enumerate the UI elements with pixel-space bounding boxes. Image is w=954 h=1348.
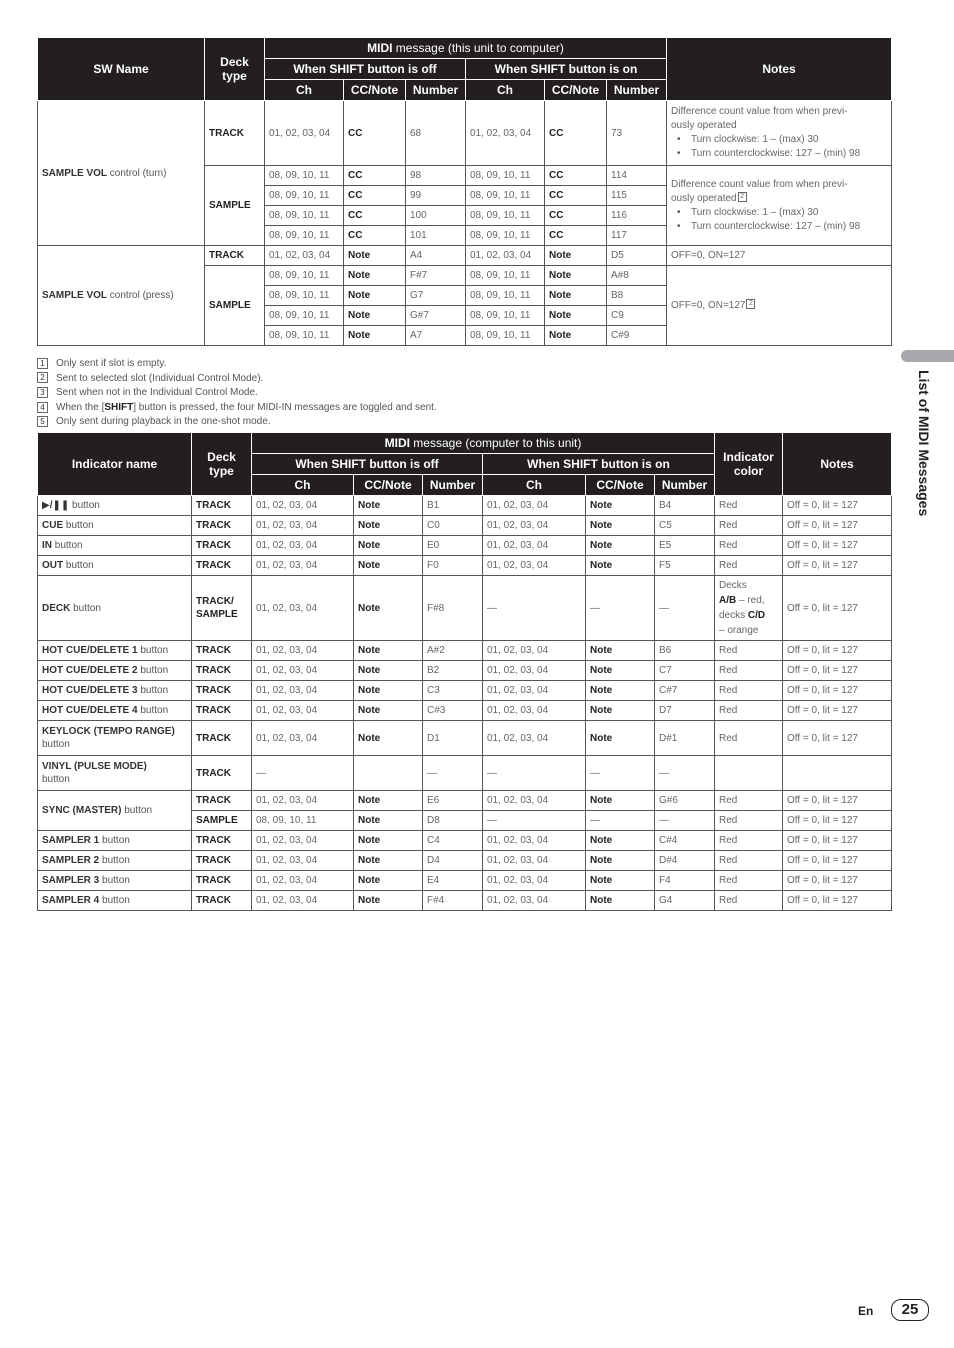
cc-note: Note (354, 851, 423, 871)
number: — (655, 756, 715, 791)
number: A4 (406, 246, 466, 266)
ch: 01, 02, 03, 04 (252, 536, 354, 556)
number: 100 (406, 206, 466, 226)
number: A#8 (607, 266, 667, 286)
ch: 01, 02, 03, 04 (483, 701, 586, 721)
cc-note: Note (586, 661, 655, 681)
sw-name: SAMPLE VOL control (press) (38, 246, 205, 346)
indicator-color: Red (715, 641, 783, 661)
number: A7 (406, 326, 466, 346)
cc-note: Note (586, 851, 655, 871)
notes: Off = 0, lit = 127 (783, 701, 892, 721)
number: F#8 (423, 576, 483, 641)
ch: 01, 02, 03, 04 (252, 721, 354, 756)
number: C9 (607, 306, 667, 326)
notes: Off = 0, lit = 127 (783, 641, 892, 661)
number: C#7 (655, 681, 715, 701)
ch: 01, 02, 03, 04 (483, 871, 586, 891)
ch: 08, 09, 10, 11 (265, 266, 344, 286)
deck-type: SAMPLE (192, 811, 252, 831)
ch: 01, 02, 03, 04 (252, 496, 354, 516)
ch: 01, 02, 03, 04 (483, 536, 586, 556)
number: E4 (423, 871, 483, 891)
cc-note: — (586, 576, 655, 641)
number: — (655, 811, 715, 831)
table-row (38, 871, 892, 891)
footnote: 2 Sent to selected slot (Individual Control Mode). (37, 372, 437, 387)
notes: Off = 0, lit = 127 (783, 721, 892, 756)
number: D8 (423, 811, 483, 831)
table-row (38, 721, 892, 756)
cc-note: Note (354, 701, 423, 721)
header-midi-message: MIDI message (computer to this unit) (252, 433, 715, 454)
table-row (38, 701, 892, 721)
ch: 01, 02, 03, 04 (252, 516, 354, 536)
ch: 08, 09, 10, 11 (265, 326, 344, 346)
indicator-name: IN button (38, 536, 192, 556)
ch: 08, 09, 10, 11 (265, 286, 344, 306)
deck-type: TRACK (192, 851, 252, 871)
table-row (38, 791, 892, 811)
deck-type: TRACK (192, 556, 252, 576)
ch: 01, 02, 03, 04 (265, 246, 344, 266)
cc-note: Note (354, 536, 423, 556)
table-row (38, 831, 892, 851)
number: D1 (423, 721, 483, 756)
indicator-color: Red (715, 791, 783, 811)
ch: 01, 02, 03, 04 (252, 891, 354, 911)
ch: 01, 02, 03, 04 (252, 851, 354, 871)
header-indicator-color: Indicator color (715, 433, 783, 496)
number: D#1 (655, 721, 715, 756)
ch: 01, 02, 03, 04 (483, 641, 586, 661)
cc-note: Note (545, 326, 607, 346)
footnote: 1 Only sent if slot is empty. (37, 357, 437, 372)
number: — (655, 576, 715, 641)
indicator-name: SAMPLER 4 button (38, 891, 192, 911)
table-row (38, 536, 892, 556)
deck-type: TRACK (192, 681, 252, 701)
footnote-ref: 2 (738, 192, 747, 202)
ch: 01, 02, 03, 04 (252, 641, 354, 661)
notes (783, 756, 892, 791)
footnote: 4 When the [SHIFT] button is pressed, the four MIDI-IN messages are toggled and sent. (37, 401, 437, 416)
number: 115 (607, 186, 667, 206)
number: 98 (406, 166, 466, 186)
deck-type: TRACK (192, 496, 252, 516)
deck-type: TRACK (192, 536, 252, 556)
ch: 08, 09, 10, 11 (466, 186, 545, 206)
indicator-name: SAMPLER 2 button (38, 851, 192, 871)
number: G#7 (406, 306, 466, 326)
number: 117 (607, 226, 667, 246)
indicator-color: Red (715, 681, 783, 701)
cc-note: Note (354, 891, 423, 911)
notes: Off = 0, lit = 127 (783, 536, 892, 556)
table-row (38, 661, 892, 681)
ch: 01, 02, 03, 04 (466, 246, 545, 266)
table-row (38, 576, 892, 641)
ch: — (483, 576, 586, 641)
deck-type: TRACK/ SAMPLE (192, 576, 252, 641)
section-tab (901, 350, 954, 362)
number: F5 (655, 556, 715, 576)
number: B4 (655, 496, 715, 516)
ch: 01, 02, 03, 04 (483, 556, 586, 576)
ch: 08, 09, 10, 11 (252, 811, 354, 831)
cc-note: CC (545, 186, 607, 206)
header-number: Number (423, 475, 483, 496)
ch: 01, 02, 03, 04 (483, 661, 586, 681)
ch: 01, 02, 03, 04 (252, 576, 354, 641)
table-row (38, 556, 892, 576)
header-ccnote: CC/Note (545, 80, 607, 101)
footnote: 5 Only sent during playback in the one-shot mode. (37, 415, 437, 430)
indicator-name: SAMPLER 3 button (38, 871, 192, 891)
ch: 08, 09, 10, 11 (466, 286, 545, 306)
number: 114 (607, 166, 667, 186)
cc-note: CC (344, 101, 406, 166)
notes: Off = 0, lit = 127 (783, 791, 892, 811)
ch: 01, 02, 03, 04 (252, 661, 354, 681)
number: B1 (423, 496, 483, 516)
deck-type: TRACK (192, 661, 252, 681)
number: 68 (406, 101, 466, 166)
indicator-color: Red (715, 516, 783, 536)
indicator-color: Red (715, 496, 783, 516)
indicator-name: HOT CUE/DELETE 4 button (38, 701, 192, 721)
number: C#9 (607, 326, 667, 346)
ch: 01, 02, 03, 04 (483, 516, 586, 536)
table-row (38, 246, 892, 266)
notes: Difference count value from when previ- ously operated • Turn clockwise: 1 – (max) 30 • Turn counterclockwise: 127 – (min) 98 (667, 101, 892, 166)
indicator-color: Red (715, 701, 783, 721)
number: C#3 (423, 701, 483, 721)
ch: 08, 09, 10, 11 (265, 206, 344, 226)
cc-note: Note (586, 641, 655, 661)
number: B6 (655, 641, 715, 661)
indicator-color: Red (715, 721, 783, 756)
indicator-color: Decks A/B – red, decks C/D – orange (715, 576, 783, 641)
number: G4 (655, 891, 715, 911)
number: G#6 (655, 791, 715, 811)
number: C0 (423, 516, 483, 536)
cc-note: Note (354, 661, 423, 681)
indicator-color: Red (715, 536, 783, 556)
ch: 08, 09, 10, 11 (466, 306, 545, 326)
cc-note: CC (344, 166, 406, 186)
indicator-name: VINYL (PULSE MODE) button (38, 756, 192, 791)
number: D5 (607, 246, 667, 266)
number: C5 (655, 516, 715, 536)
cc-note: Note (354, 811, 423, 831)
cc-note: CC (545, 101, 607, 166)
cc-note: CC (545, 206, 607, 226)
number: F#4 (423, 891, 483, 911)
cc-note: Note (354, 681, 423, 701)
indicator-name: HOT CUE/DELETE 2 button (38, 661, 192, 681)
indicator-name: ▶/❚❚ button (38, 496, 192, 516)
indicator-color: Red (715, 851, 783, 871)
notes: Off = 0, lit = 127 (783, 851, 892, 871)
notes: Off = 0, lit = 127 (783, 576, 892, 641)
header-number: Number (655, 475, 715, 496)
number: 116 (607, 206, 667, 226)
header-deck-type: Deck type (205, 38, 265, 101)
number: 73 (607, 101, 667, 166)
cc-note: Note (344, 306, 406, 326)
cc-note: Note (586, 891, 655, 911)
footnotes (37, 357, 437, 430)
cc-note: Note (545, 246, 607, 266)
deck-type: TRACK (192, 516, 252, 536)
indicator-name: SAMPLER 1 button (38, 831, 192, 851)
ch: 01, 02, 03, 04 (466, 101, 545, 166)
number: 101 (406, 226, 466, 246)
ch: — (483, 811, 586, 831)
indicator-name: SYNC (MASTER) button (38, 791, 192, 831)
ch: 01, 02, 03, 04 (483, 831, 586, 851)
ch: 01, 02, 03, 04 (252, 556, 354, 576)
cc-note: CC (545, 226, 607, 246)
sw-name: SAMPLE VOL control (turn) (38, 101, 205, 246)
header-number: Number (607, 80, 667, 101)
header-ch: Ch (252, 475, 354, 496)
ch: 08, 09, 10, 11 (466, 326, 545, 346)
number: E5 (655, 536, 715, 556)
deck-type: TRACK (192, 891, 252, 911)
number: B8 (607, 286, 667, 306)
cc-note: CC (344, 206, 406, 226)
header-number: Number (406, 80, 466, 101)
ch: 08, 09, 10, 11 (265, 226, 344, 246)
midi-out-table (37, 37, 892, 346)
notes: Off = 0, lit = 127 (783, 681, 892, 701)
cc-note: Note (354, 576, 423, 641)
indicator-color: Red (715, 556, 783, 576)
header-shift-off: When SHIFT button is off (252, 454, 483, 475)
section-title: List of MIDI Messages (916, 370, 932, 517)
footnote-ref: 2 (746, 299, 755, 309)
table-row (38, 851, 892, 871)
cc-note: Note (586, 536, 655, 556)
ch: 08, 09, 10, 11 (466, 226, 545, 246)
deck-type: TRACK (192, 756, 252, 791)
deck-type: TRACK (205, 101, 265, 166)
number: G7 (406, 286, 466, 306)
ch: 01, 02, 03, 04 (483, 891, 586, 911)
deck-type: TRACK (192, 641, 252, 661)
header-ch: Ch (483, 475, 586, 496)
deck-type: TRACK (192, 831, 252, 851)
table-row (38, 756, 892, 791)
header-shift-on: When SHIFT button is on (466, 59, 667, 80)
indicator-color: Red (715, 811, 783, 831)
header-shift-on: When SHIFT button is on (483, 454, 715, 475)
header-ch: Ch (265, 80, 344, 101)
number: A#2 (423, 641, 483, 661)
notes: Off = 0, lit = 127 (783, 811, 892, 831)
cc-note: Note (545, 286, 607, 306)
ch: 01, 02, 03, 04 (252, 831, 354, 851)
cc-note: CC (545, 166, 607, 186)
ch: 01, 02, 03, 04 (483, 791, 586, 811)
number: C4 (423, 831, 483, 851)
notes: Off = 0, lit = 127 (783, 496, 892, 516)
cc-note: Note (586, 831, 655, 851)
notes: Difference count value from when previ- ously operated $^2$ • Turn clockwise: 1 – (max) 30 • Turn counterclockwise: 127 – (min) 98 (667, 166, 892, 246)
cc-note: Note (344, 266, 406, 286)
cc-note: Note (354, 831, 423, 851)
table-row (38, 641, 892, 661)
ch: 08, 09, 10, 11 (265, 306, 344, 326)
number: E0 (423, 536, 483, 556)
cc-note: Note (354, 721, 423, 756)
header-ccnote: CC/Note (354, 475, 423, 496)
ch: 01, 02, 03, 04 (252, 791, 354, 811)
cc-note: — (586, 756, 655, 791)
ch: 08, 09, 10, 11 (466, 166, 545, 186)
number: B2 (423, 661, 483, 681)
cc-note: Note (344, 246, 406, 266)
header-ch: Ch (466, 80, 545, 101)
cc-note: Note (354, 516, 423, 536)
table-row (38, 891, 892, 911)
table-row (38, 516, 892, 536)
header-midi-message: MIDI message (this unit to computer) (265, 38, 667, 59)
cc-note: Note (586, 516, 655, 536)
cc-note: Note (354, 791, 423, 811)
ch: 01, 02, 03, 04 (265, 101, 344, 166)
number: C7 (655, 661, 715, 681)
number: F#7 (406, 266, 466, 286)
midi-in-table (37, 432, 892, 911)
ch: 08, 09, 10, 11 (265, 186, 344, 206)
ch: 08, 09, 10, 11 (466, 206, 545, 226)
indicator-name: DECK button (38, 576, 192, 641)
header-notes: Notes (667, 38, 892, 101)
deck-type: TRACK (192, 701, 252, 721)
ch: 01, 02, 03, 04 (483, 851, 586, 871)
indicator-name: OUT button (38, 556, 192, 576)
notes: Off = 0, lit = 127 (783, 871, 892, 891)
cc-note: Note (354, 496, 423, 516)
notes: OFF=0, ON=127 (667, 246, 892, 266)
indicator-color: Red (715, 661, 783, 681)
number: C3 (423, 681, 483, 701)
deck-type: TRACK (192, 721, 252, 756)
notes: Off = 0, lit = 127 (783, 556, 892, 576)
ch: 01, 02, 03, 04 (252, 681, 354, 701)
indicator-name: HOT CUE/DELETE 1 button (38, 641, 192, 661)
ch: — (483, 756, 586, 791)
indicator-color: Red (715, 871, 783, 891)
ch: 01, 02, 03, 04 (483, 496, 586, 516)
header-indicator-name: Indicator name (38, 433, 192, 496)
table-row (38, 496, 892, 516)
number: C#4 (655, 831, 715, 851)
indicator-color: Red (715, 891, 783, 911)
header-deck-type: Deck type (192, 433, 252, 496)
number: — (423, 756, 483, 791)
cc-note: Note (586, 496, 655, 516)
notes: Off = 0, lit = 127 (783, 831, 892, 851)
cc-note: Note (344, 326, 406, 346)
notes: Off = 0, lit = 127 (783, 516, 892, 536)
cc-note: Note (354, 556, 423, 576)
deck-type: TRACK (192, 871, 252, 891)
notes: Off = 0, lit = 127 (783, 661, 892, 681)
number: F0 (423, 556, 483, 576)
number: D7 (655, 701, 715, 721)
page-language: En (858, 1304, 874, 1318)
cc-note: — (586, 811, 655, 831)
header-notes: Notes (783, 433, 892, 496)
footnote: 3 Sent when not in the Individual Control Mode. (37, 386, 437, 401)
ch: 01, 02, 03, 04 (252, 701, 354, 721)
ch: 01, 02, 03, 04 (483, 721, 586, 756)
cc-note: Note (586, 681, 655, 701)
cc-note: Note (586, 791, 655, 811)
number: 99 (406, 186, 466, 206)
cc-note: Note (545, 306, 607, 326)
cc-note: Note (586, 871, 655, 891)
cc-note: Note (586, 701, 655, 721)
indicator-name: HOT CUE/DELETE 3 button (38, 681, 192, 701)
table-row (38, 681, 892, 701)
cc-note: CC (344, 226, 406, 246)
table-row (38, 101, 892, 166)
cc-note (354, 756, 423, 791)
ch: 08, 09, 10, 11 (265, 166, 344, 186)
deck-type: SAMPLE (205, 266, 265, 346)
ch: 01, 02, 03, 04 (252, 871, 354, 891)
number: D4 (423, 851, 483, 871)
cc-note: Note (344, 286, 406, 306)
header-ccnote: CC/Note (344, 80, 406, 101)
indicator-color: Red (715, 831, 783, 851)
cc-note: Note (354, 641, 423, 661)
indicator-name: KEYLOCK (TEMPO RANGE) button (38, 721, 192, 756)
notes: OFF=0, ON=127 $^2$ (667, 266, 892, 346)
ch: 08, 09, 10, 11 (466, 266, 545, 286)
number: E6 (423, 791, 483, 811)
deck-type: TRACK (192, 791, 252, 811)
page-number: 25 (891, 1299, 929, 1321)
notes: Off = 0, lit = 127 (783, 891, 892, 911)
deck-type: SAMPLE (205, 166, 265, 246)
ch: — (252, 756, 354, 791)
cc-note: CC (344, 186, 406, 206)
header-shift-off: When SHIFT button is off (265, 59, 466, 80)
header-sw-name: SW Name (38, 38, 205, 101)
cc-note: Note (586, 721, 655, 756)
cc-note: Note (545, 266, 607, 286)
number: D#4 (655, 851, 715, 871)
cc-note: Note (354, 871, 423, 891)
deck-type: TRACK (205, 246, 265, 266)
indicator-color (715, 756, 783, 791)
header-ccnote: CC/Note (586, 475, 655, 496)
cc-note: Note (586, 556, 655, 576)
indicator-name: CUE button (38, 516, 192, 536)
number: F4 (655, 871, 715, 891)
ch: 01, 02, 03, 04 (483, 681, 586, 701)
